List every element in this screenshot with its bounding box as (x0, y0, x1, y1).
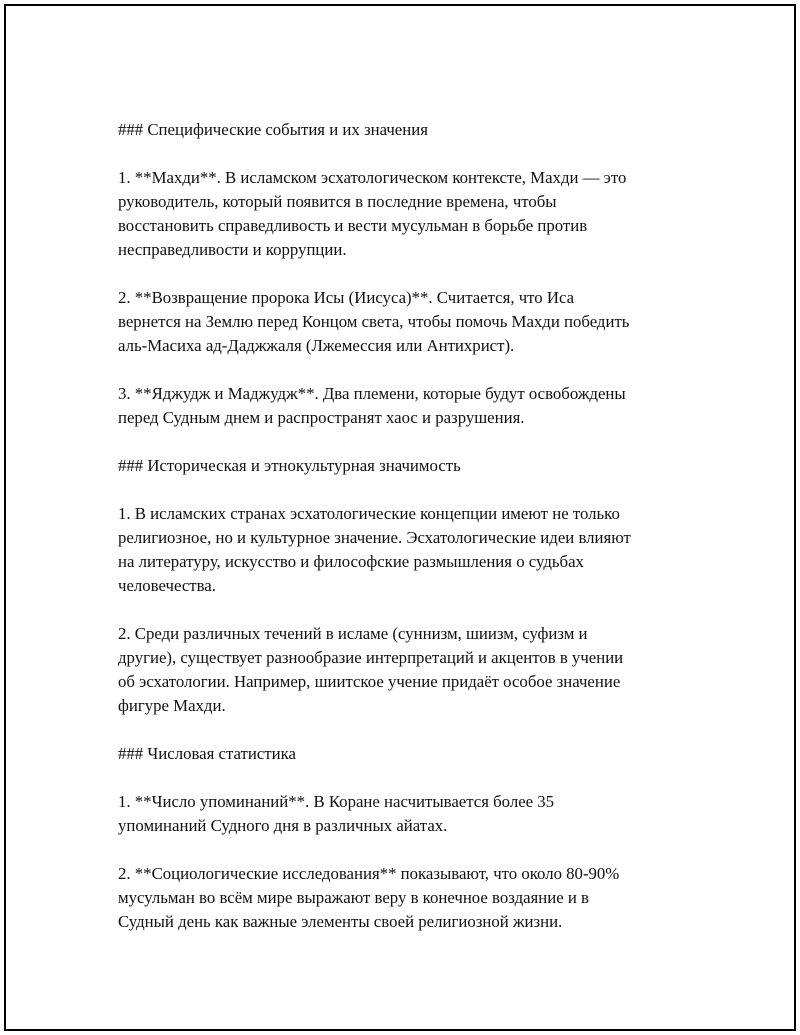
paragraph-yajuj-majuj: 3. **Яджудж и Маджудж**. Два племени, которые будут освобождены перед Судным днем и распространят хаос и разрушения. (118, 384, 626, 427)
section-heading-numerical-statistics: ### Числовая статистика (118, 744, 296, 763)
document-body (118, 118, 698, 958)
paragraph-return-of-isa: 2. **Возвращение пророка Исы (Иисуса)**. Считается, что Иса вернется на Землю перед Концом света, чтобы помочь Махди победить аль-Масиха ад-Даджжаля (Лжемессия или Антихрист). (118, 288, 630, 355)
section-heading-specific-events: ### Специфические события и их значения (118, 120, 428, 139)
paragraph-islamic-currents: 2. Среди различных течений в исламе (суннизм, шиизм, суфизм и другие), существует разнообразие интерпретаций и акцентов в учении об эсхатологии. Например, шиитское учение придаёт особое значение фигуре Махди. (118, 624, 624, 715)
paragraph-mahdi: 1. **Махди**. В исламском эсхатологическом контексте, Махди — это руководитель, который появится в последние времена, чтобы восстановить справедливость и вести мусульман в борьбе против несправедливости и коррупции. (118, 168, 627, 259)
paragraph-sociological-studies: 2. **Социологические исследования** показывают, что около 80-90% мусульман во всём мире выражают веру в конечное воздаяние и в Судный день как важные элементы своей религиозной жизни. (118, 864, 620, 931)
section-heading-historical-significance: ### Историческая и этнокультурная значимость (118, 456, 461, 475)
paragraph-islamic-countries: 1. В исламских странах эсхатологические концепции имеют не только религиозное, но и культурное значение. Эсхатологические идеи влияют на литературу, искусство и философские размышления о судьбах человечества. (118, 504, 631, 595)
paragraph-number-of-mentions: 1. **Число упоминаний**. В Коране насчитывается более 35 упоминаний Судного дня в различных айатах. (118, 792, 555, 835)
